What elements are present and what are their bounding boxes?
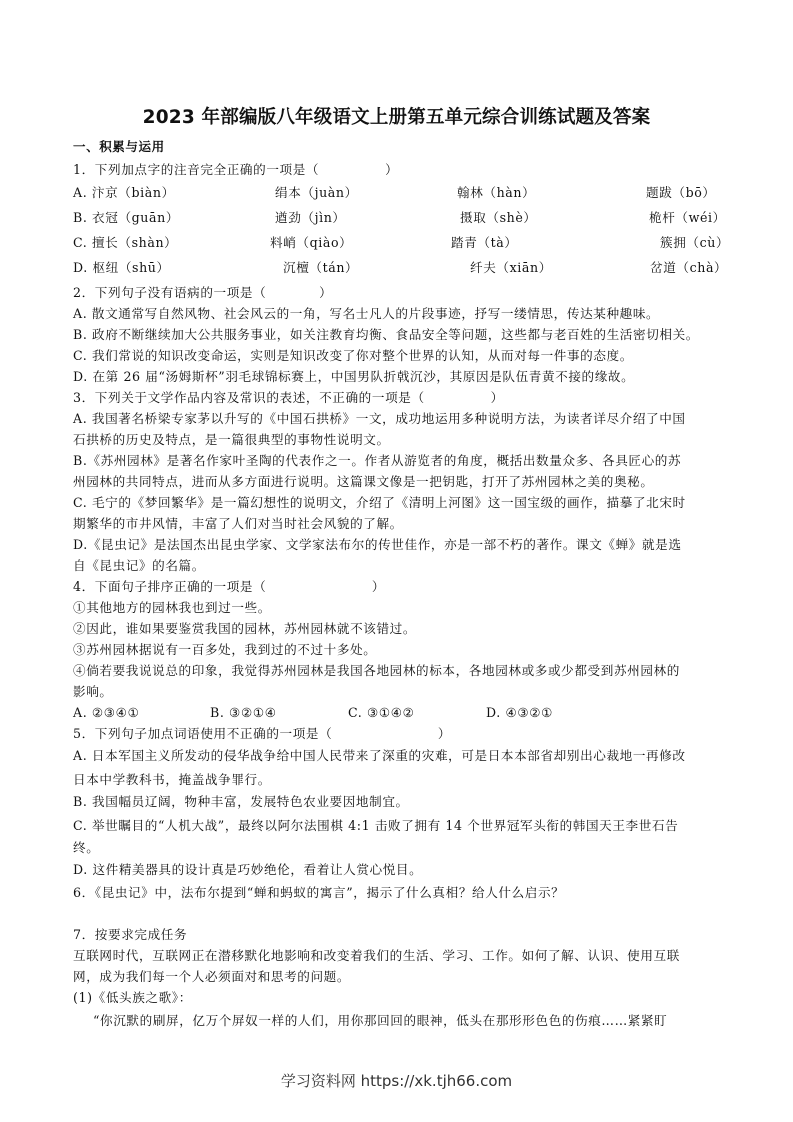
q7-quote: “你沉默的刷屏，亿万个屏奴一样的人们，用你那回回的眼神，低头在那形形色色的伤痕……紧紧盯 <box>93 1013 668 1028</box>
q7-subquestion-1: (1)《低头族之歌》： <box>73 990 192 1005</box>
q2-option-b: B. 政府不断继续加大公共服务事业，如关注教育均衡、食品安全等问题，这些都与老百姓的生活密切相关。 <box>73 327 699 342</box>
q5-option-a-line2: 日本中学教科书，掩盖战争罪行。 <box>73 772 271 787</box>
q2-option-c: C. 我们常说的知识改变命运，实则是知识改变了你对整个世界的认知，从而对每一件事的态度。 <box>73 348 633 363</box>
question-7-stem: 7．按要求完成任务 <box>73 927 188 942</box>
question-3-stem: 3．下列关于文学作品内容及常识的表述，不正确的一项是（ ） <box>73 390 504 405</box>
q1-option-c-3: 踏青（tà） <box>451 235 518 250</box>
q1-option-d-4: 岔道（chà） <box>650 260 728 275</box>
q1-option-d-2: 沉檀（tán） <box>283 260 359 275</box>
q2-option-a: A. 散文通常写自然风物、社会风云的一角，写名士凡人的片段事迹，抒写一缕情思，传达某种趣味。 <box>73 306 660 321</box>
q1-option-b-3: 摄取（shè） <box>460 210 537 225</box>
question-1-stem: 1．下列加点字的注音完全正确的一项是（ ） <box>73 162 399 177</box>
q1-option-b-4: 桅杆（wéi） <box>649 210 726 225</box>
q3-option-c-line2: 期繁华的市井风情，丰富了人们对当时社会风貌的了解。 <box>73 516 403 531</box>
q4-sentence-4-line1: ④倘若要我说说总的印象，我觉得苏州园林是我国各地园林的标本，各地园林或多或少都受到苏州园林的 <box>73 663 680 678</box>
question-5-stem: 5．下列句子加点词语使用不正确的一项是（ ） <box>73 726 452 741</box>
q4-sentence-1: ①其他地方的园林我也到过一些。 <box>73 600 271 615</box>
q1-option-a-4: 题跋（bō） <box>646 185 716 200</box>
q4-option-b: B. ③②①④ <box>210 705 277 720</box>
q1-option-b-2: 遒劲（jìn） <box>275 210 346 225</box>
q4-sentence-2: ②因此，谁如果要鉴赏我国的园林，苏州园林就不该错过。 <box>73 621 417 636</box>
q4-option-a: A. ②③④① <box>73 705 140 720</box>
q1-option-d-3: 纤夫（xiān） <box>470 260 552 275</box>
q3-option-a-line1: A. 我国著名桥梁专家茅以升写的《中国石拱桥》一文，成功地运用多种说明方法，为读者详尽介绍了中国 <box>73 411 686 426</box>
section-heading: 一、积累与运用 <box>73 139 165 154</box>
q3-option-a-line2: 石拱桥的历史及特点，是一篇很典型的事物性说明文。 <box>73 432 390 447</box>
page-footer-watermark: 学习资料网 https://xk.tjh66.com <box>280 1072 513 1090</box>
q1-option-c-1: C. 擅长（shàn） <box>73 235 178 250</box>
q3-option-d-line1: D.《昆虫记》是法国杰出昆虫学家、文学家法布尔的传世佳作，亦是一部不朽的著作。课文《蝉》就是选 <box>73 537 682 552</box>
q1-option-a-2: 绢本（juàn） <box>275 185 358 200</box>
question-2-stem: 2．下列句子没有语病的一项是（ ） <box>73 285 333 300</box>
q1-option-b-1: B. 衣冠（guān） <box>73 210 180 225</box>
q5-option-d: D. 这件精美器具的设计真是巧妙绝伦，看着让人赏心悦目。 <box>73 862 423 877</box>
question-4-stem: 4．下面句子排序正确的一项是（ ） <box>73 579 386 594</box>
q7-paragraph-line1: 互联网时代，互联网正在潜移默化地影响和改变着我们的生活、学习、工作。如何了解、认识、使用互联 <box>73 948 680 963</box>
q1-option-a-3: 翰林（hàn） <box>457 185 536 200</box>
q5-option-c-line1: C. 举世瞩目的“人机大战”，最终以阿尔法围棋 4:1 击败了拥有 14 个世界冠军头衔的韩国天王李世石告 <box>73 818 679 833</box>
q4-sentence-4-line2: 影响。 <box>73 684 113 699</box>
q3-option-b-line2: 州园林的共同特点，进而从多方面进行说明。这篇课文像是一把钥匙，打开了苏州园林之美的奥秘。 <box>73 474 654 489</box>
q3-option-c-line1: C. 毛宁的《梦回繁华》是一篇幻想性的说明文，介绍了《清明上河图》这一国宝级的画作，描摹了北宋时 <box>73 495 686 510</box>
q4-sentence-3: ③苏州园林据说有一百多处，我到过的不过十多处。 <box>73 642 377 657</box>
q4-option-c: C. ③①④② <box>348 705 415 720</box>
q1-option-c-2: 料峭（qiào） <box>270 235 353 250</box>
q4-option-d: D. ④③②① <box>486 705 554 720</box>
q7-paragraph-line2: 网，成为我们每一个人必须面对和思考的问题。 <box>73 969 351 984</box>
q5-option-b: B. 我国幅员辽阔，物种丰富，发展特色农业要因地制宜。 <box>73 794 409 809</box>
q5-option-a-line1: A. 日本军国主义所发动的侵华战争给中国人民带来了深重的灾难，可是日本本部省却别出心裁地一再修改 <box>73 748 686 763</box>
q1-option-a-1: A. 汴京（biàn） <box>73 185 175 200</box>
document-title: 2023 年部编版八年级语文上册第五单元综合训练试题及答案 <box>142 107 651 128</box>
q2-option-d: D. 在第 26 届“汤姆斯杯”羽毛球锦标赛上，中国男队折戟沉沙，其原因是队伍青黄不接的缘故。 <box>73 369 635 384</box>
q3-option-b-line1: B.《苏州园林》是著名作家叶圣陶的代表作之一。作者从游览者的角度，概括出数量众多、各具匠心的苏 <box>73 453 682 468</box>
q5-option-c-line2: 终。 <box>73 840 100 855</box>
q3-option-d-line2: 自《昆虫记》的名篇。 <box>73 558 205 573</box>
q1-option-d-1: D. 枢纽（shū） <box>73 260 170 275</box>
question-6-stem: 6．《昆虫记》中，法布尔提到“蝉和蚂蚁的寓言”，揭示了什么真相？给人什么启示？ <box>73 885 565 900</box>
q1-option-c-4: 簇拥（cù） <box>660 235 730 250</box>
